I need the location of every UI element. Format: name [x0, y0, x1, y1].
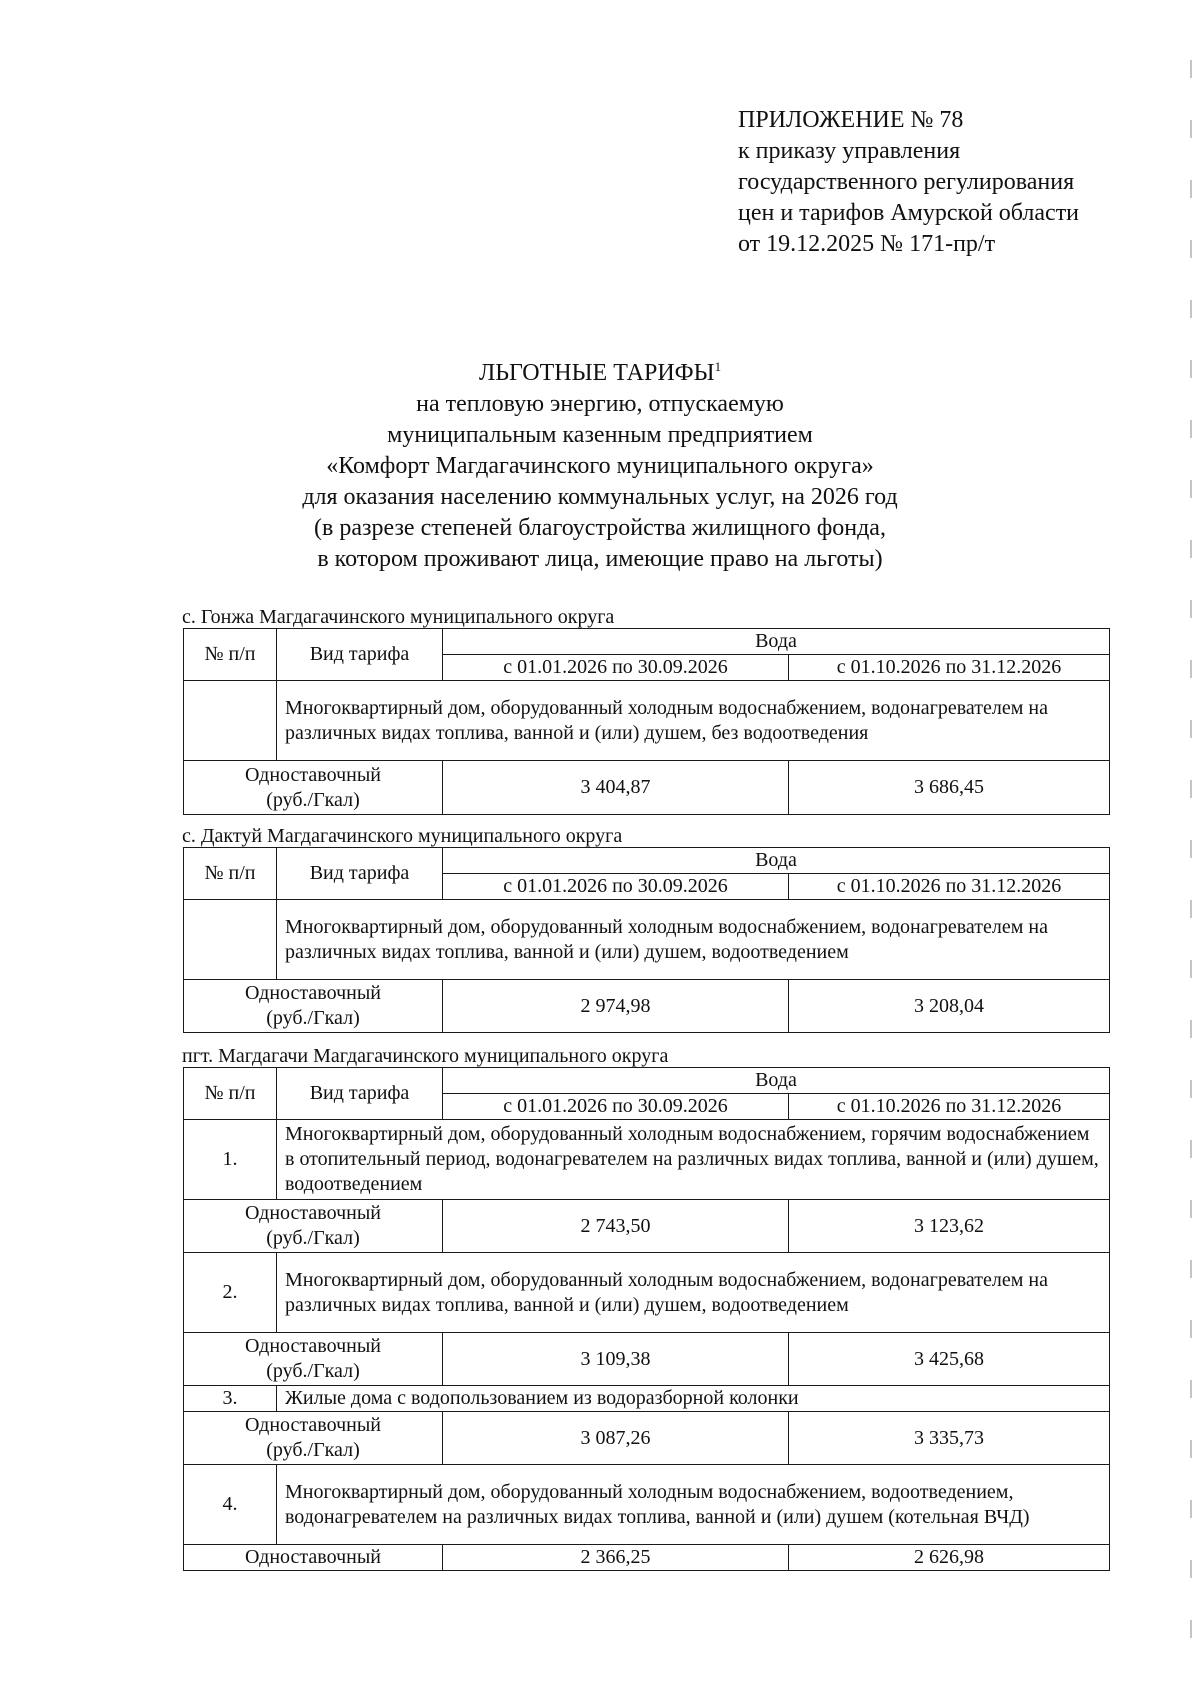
title-heading: ЛЬГОТНЫЕ ТАРИФЫ$^1$	[478, 359, 722, 386]
footnote-mark: 1	[714, 359, 722, 374]
row-num: 2.	[184, 1253, 277, 1333]
header-num: № п/п	[184, 848, 277, 900]
title-line: на тепловую энергию, отпускаемую	[416, 391, 784, 417]
row-num: 4.	[184, 1465, 277, 1545]
tariff-value-period-2: 3 123,62	[789, 1200, 1110, 1253]
header-num: № п/п	[184, 1068, 277, 1120]
tariff-value-period-2: 3 208,04	[789, 980, 1110, 1033]
tariff-table-daktuy	[183, 847, 1110, 1033]
header-period-1: с 01.01.2026 по 30.09.2026	[443, 874, 789, 900]
header-water: Вода	[443, 629, 1110, 655]
header-period-2: с 01.10.2026 по 31.12.2026	[789, 874, 1110, 900]
header-water: Вода	[443, 848, 1110, 874]
appendix-order-date: от 19.12.2025 № 171-пр/т	[738, 231, 996, 257]
header-period-2: с 01.10.2026 по 31.12.2026	[789, 1094, 1110, 1120]
document-title	[180, 358, 1020, 575]
title-line: (в разрезе степеней благоустройства жилищного фонда,	[314, 515, 886, 541]
tariff-unit: (руб./Гкал)	[266, 788, 360, 811]
header-kind: Вид тарифа	[277, 1068, 443, 1120]
scan-edge-artifact	[1190, 60, 1192, 1660]
header-kind: Вид тарифа	[277, 629, 443, 681]
tariff-table-magdagachi	[183, 1067, 1110, 1571]
header-period-2: с 01.10.2026 по 31.12.2026	[789, 655, 1110, 681]
tariff-value-period-1: 3 087,26	[443, 1412, 789, 1465]
appendix-number: ПРИЛОЖЕНИЕ № 78	[738, 107, 964, 133]
tariff-kind-name: Одноставочный	[245, 1202, 381, 1224]
header-num: № п/п	[184, 629, 277, 681]
section-location: с. Гонжа Магдагачинского муниципального округа	[182, 606, 615, 628]
section-location: пгт. Магдагачи Магдагачинского муниципального округа	[182, 1045, 669, 1067]
tariff-value-period-2: 2 626,98	[789, 1545, 1110, 1571]
appendix-line: к приказу управления	[738, 138, 961, 164]
tariff-kind-name: Одноставочный	[245, 1414, 381, 1436]
tariff-value-period-1: 2 743,50	[443, 1200, 789, 1253]
tariff-kind	[184, 1545, 443, 1571]
housing-description: Многоквартирный дом, оборудованный холодным водоснабжением, водонагревателем на различных видах топлива, ванной и (или) душем, водоотведением	[277, 1253, 1110, 1333]
header-period-1: с 01.01.2026 по 30.09.2026	[443, 1094, 789, 1120]
tariff-unit: (руб./Гкал)	[266, 1439, 360, 1461]
tariff-table-gonzha	[183, 628, 1110, 815]
housing-description: Многоквартирный дом, оборудованный холодным водоснабжением, горячим водоснабжением в отопительный период, водонагревателем на различных видах топлива, ванной и (или) душем, водоотведением	[277, 1120, 1110, 1200]
tariff-value-period-1: 3 404,87	[443, 761, 789, 815]
title-line: в котором проживают лица, имеющие право на льготы)	[317, 546, 883, 572]
tariff-kind	[184, 761, 443, 815]
tariff-value-period-2: 3 335,73	[789, 1412, 1110, 1465]
title-line: для оказания населению коммунальных услуг, на 2026 год	[302, 484, 898, 510]
appendix-line: государственного регулирования	[738, 169, 1075, 195]
header-kind: Вид тарифа	[277, 848, 443, 900]
section-location: с. Дактуй Магдагачинского муниципального округа	[182, 825, 623, 847]
tariff-value-period-1: 2 974,98	[443, 980, 789, 1033]
tariff-kind	[184, 1333, 443, 1386]
tariff-kind-name: Одноставочный	[245, 982, 381, 1004]
row-num	[184, 681, 277, 761]
housing-description: Многоквартирный дом, оборудованный холодным водоснабжением, водонагревателем на различных видах топлива, ванной и (или) душем, без водоотведения	[277, 681, 1110, 761]
title-line: муниципальным казенным предприятием	[387, 422, 813, 448]
tariff-unit: (руб./Гкал)	[266, 1227, 360, 1249]
tariff-kind-name: Одноставочный	[245, 1546, 381, 1568]
row-num: 3.	[184, 1386, 277, 1412]
tariff-kind	[184, 1200, 443, 1253]
row-num: 1.	[184, 1120, 277, 1200]
tariff-kind	[184, 980, 443, 1033]
header-period-1: с 01.01.2026 по 30.09.2026	[443, 655, 789, 681]
title-line: «Комфорт Магдагачинского муниципального округа»	[326, 453, 874, 479]
appendix-line: цен и тарифов Амурской области	[738, 200, 1080, 226]
tariff-kind	[184, 1412, 443, 1465]
tariff-unit: (руб./Гкал)	[266, 1360, 360, 1382]
tariff-value-period-2: 3 686,45	[789, 761, 1110, 815]
tariff-value-period-2: 3 425,68	[789, 1333, 1110, 1386]
appendix-block	[738, 105, 1079, 260]
tariff-kind-name: Одноставочный	[245, 763, 381, 786]
housing-description: Многоквартирный дом, оборудованный холодным водоснабжением, водонагревателем на различных видах топлива, ванной и (или) душем, водоотведением	[277, 900, 1110, 980]
header-water: Вода	[443, 1068, 1110, 1094]
tariff-kind-name: Одноставочный	[245, 1335, 381, 1357]
housing-description: Многоквартирный дом, оборудованный холодным водоснабжением, водоотведением, водонагревателем на различных видах топлива, ванной и (или) душем (котельная ВЧД)	[277, 1465, 1110, 1545]
tariff-unit: (руб./Гкал)	[266, 1007, 360, 1029]
housing-description: Жилые дома с водопользованием из водоразборной колонки	[277, 1386, 1110, 1412]
tariff-value-period-1: 3 109,38	[443, 1333, 789, 1386]
row-num	[184, 900, 277, 980]
tariff-value-period-1: 2 366,25	[443, 1545, 789, 1571]
